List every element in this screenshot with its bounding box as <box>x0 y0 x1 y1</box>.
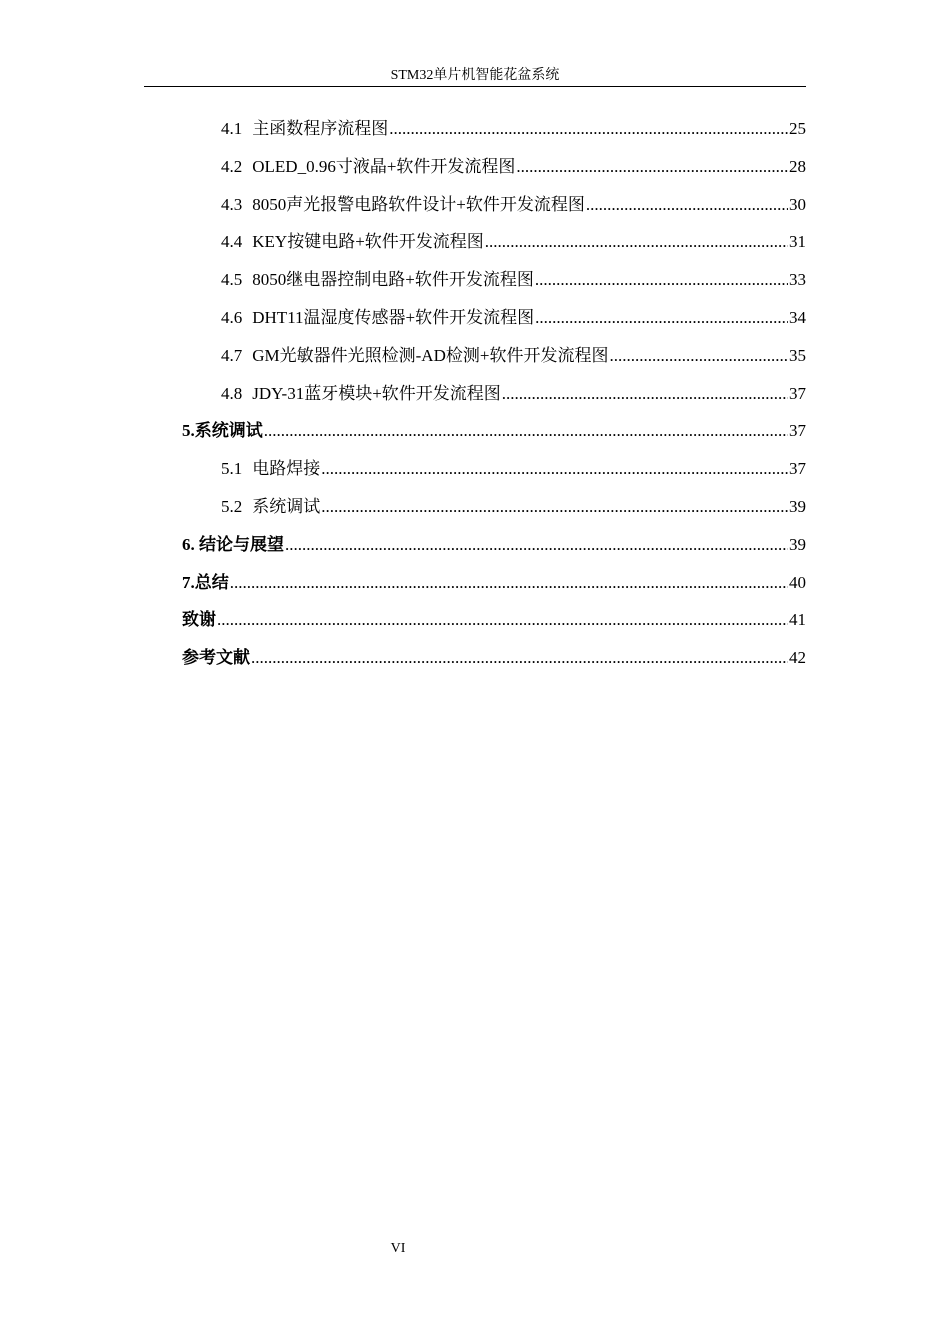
toc-entry-page: 31 <box>789 232 806 252</box>
toc-entry-title: KEY按键电路+软件开发流程图 <box>252 232 484 252</box>
toc-entry-title: 主函数程序流程图 <box>252 119 389 138</box>
toc-entry-number: 4.5 <box>221 270 243 290</box>
toc-entry-number: 4.3 <box>221 194 243 214</box>
toc-dot-leader <box>230 564 788 602</box>
toc-dot-leader <box>535 261 788 299</box>
toc-entry-number: 5.1 <box>221 459 243 479</box>
toc-entry-4-7[interactable] <box>182 337 806 375</box>
toc-dot-leader <box>516 148 788 186</box>
toc-entry-title: DHT11温湿度传感器+软件开发流程图 <box>252 307 535 327</box>
toc-entry-4-1[interactable] <box>182 110 806 148</box>
toc-entry-7[interactable] <box>182 564 806 602</box>
toc-entry-title: 8050继电器控制电路+软件开发流程图 <box>252 270 534 290</box>
toc-entry-title: 系统调试 <box>252 496 321 516</box>
toc-entry-title: 7.总结 <box>182 572 229 592</box>
toc-entry-number: 5.2 <box>221 496 243 516</box>
toc-entry-page: 28 <box>789 156 806 176</box>
toc-entry-title: 电路焊接 <box>252 459 321 479</box>
toc-entry-page: 41 <box>789 610 806 630</box>
toc-entry-number: 4.8 <box>221 383 243 403</box>
toc-entry-6[interactable] <box>182 526 806 564</box>
toc-entry-page: 37 <box>789 459 806 479</box>
toc-dot-leader <box>502 375 788 413</box>
toc-entry-page: 35 <box>789 345 806 365</box>
toc-entry-number: 4.7 <box>221 345 243 365</box>
toc-dot-leader <box>251 639 788 677</box>
toc-entry-5[interactable] <box>182 412 806 450</box>
toc-dot-leader <box>586 186 788 224</box>
toc-entry-references[interactable] <box>182 639 806 677</box>
header-divider <box>144 86 806 87</box>
toc-entry-acknowledgements[interactable] <box>182 601 806 639</box>
toc-dot-leader <box>485 223 788 261</box>
toc-dot-leader <box>217 601 788 639</box>
toc-entry-4-8[interactable] <box>182 375 806 413</box>
toc-dot-leader <box>535 299 788 337</box>
table-of-contents <box>182 110 806 677</box>
toc-entry-5-2[interactable] <box>182 488 806 526</box>
toc-entry-4-6[interactable] <box>182 299 806 337</box>
toc-entry-4-2[interactable] <box>182 148 806 186</box>
toc-entry-page: 42 <box>789 648 806 668</box>
toc-dot-leader <box>321 488 788 526</box>
toc-entry-page: 39 <box>789 534 806 554</box>
running-header-title: STM32单片机智能花盆系统 <box>390 68 560 83</box>
toc-entry-title: OLED_0.96寸液晶+软件开发流程图 <box>252 156 516 176</box>
toc-dot-leader <box>389 110 788 148</box>
page-number: VI <box>390 1241 406 1256</box>
toc-entry-title: 致谢 <box>182 610 216 630</box>
toc-entry-page: 30 <box>789 194 806 214</box>
toc-entry-page: 37 <box>789 421 806 441</box>
toc-entry-title: GM光敏器件光照检测-AD检测+软件开发流程图 <box>252 345 609 365</box>
toc-dot-leader <box>285 526 788 564</box>
toc-entry-title: 8050声光报警电路软件设计+软件开发流程图 <box>252 194 585 214</box>
toc-entry-page: 34 <box>789 307 806 327</box>
toc-dot-leader <box>321 450 788 488</box>
toc-dot-leader <box>609 337 788 375</box>
toc-entry-page: 25 <box>789 119 806 138</box>
toc-entry-title: JDY-31蓝牙模块+软件开发流程图 <box>252 383 501 403</box>
toc-entry-number: 4.4 <box>221 232 243 252</box>
toc-entry-number: 4.1 <box>221 119 243 138</box>
toc-entry-number: 4.2 <box>221 156 243 176</box>
toc-dot-leader <box>264 412 788 450</box>
toc-entry-5-1[interactable] <box>182 450 806 488</box>
toc-entry-number: 4.6 <box>221 307 243 327</box>
toc-entry-4-5[interactable] <box>182 261 806 299</box>
toc-entry-page: 39 <box>789 496 806 516</box>
toc-entry-4-4[interactable] <box>182 223 806 261</box>
toc-entry-title: 5.系统调试 <box>182 421 263 441</box>
toc-entry-title: 6. 结论与展望 <box>182 534 284 554</box>
toc-entry-page: 37 <box>789 383 806 403</box>
toc-entry-title: 参考文献 <box>182 648 250 668</box>
toc-entry-page: 33 <box>789 270 806 290</box>
toc-entry-4-3[interactable] <box>182 186 806 224</box>
toc-entry-page: 40 <box>789 572 806 592</box>
